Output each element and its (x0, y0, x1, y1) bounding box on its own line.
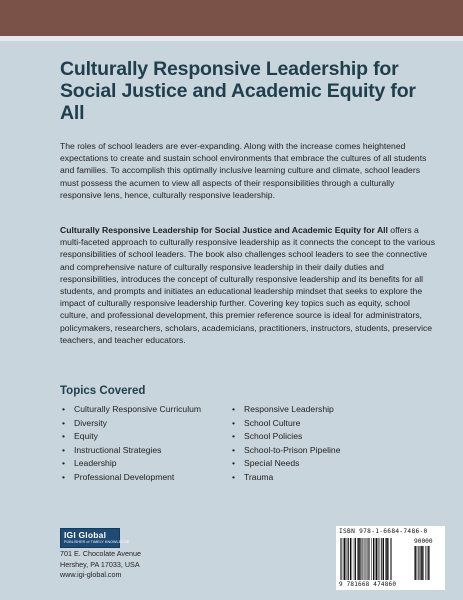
barcode-bar (378, 538, 379, 580)
barcode-bar (429, 546, 430, 580)
barcode-bar (376, 538, 378, 580)
isbn-barcode-box (336, 526, 445, 590)
bullet-icon: • (62, 404, 66, 414)
ean-digits: 9 781668 474860 (339, 581, 397, 588)
topic-item (62, 457, 232, 471)
barcode-bar (360, 538, 361, 580)
topic-label: Leadership (74, 458, 117, 469)
topic-label: Equity (74, 431, 98, 442)
barcode-bar (373, 538, 374, 580)
bullet-icon: • (62, 458, 66, 469)
barcode-bar (348, 538, 349, 580)
barcode-bar (375, 538, 376, 580)
barcode-bar (350, 538, 351, 580)
cover-top-rule (0, 36, 463, 41)
description-paragraph-2 (60, 224, 438, 346)
topic-label: Culturally Responsive Curriculum (74, 404, 202, 414)
barcode-bar (344, 538, 346, 580)
bullet-icon: • (232, 444, 236, 455)
barcode-bar (369, 538, 370, 580)
barcode-bar (364, 538, 365, 580)
barcode-bar (357, 538, 358, 580)
bullet-icon: • (232, 471, 236, 482)
topic-label: Special Needs (244, 458, 300, 469)
barcode-bar (421, 546, 423, 580)
topic-label: School Culture (244, 417, 301, 428)
barcode-bar (388, 538, 389, 580)
barcode-bar (415, 546, 416, 580)
ean-barcode (340, 538, 410, 580)
barcode-bar (366, 538, 367, 580)
barcode-bar (380, 538, 381, 580)
topic-item (232, 444, 432, 458)
topic-item (232, 457, 432, 471)
topics-list-right (232, 403, 432, 485)
barcode-bar (428, 546, 429, 580)
topic-item (62, 403, 232, 417)
bullet-icon: • (62, 444, 66, 455)
barcode-bar (371, 538, 372, 580)
isbn-number: ISBN 978-1-6684-7486-0 (339, 528, 428, 535)
topics-heading: Topics Covered (60, 385, 146, 397)
bullet-icon: • (232, 417, 236, 428)
barcode-bar (365, 538, 366, 580)
bullet-icon: • (232, 458, 236, 469)
barcode-bar (383, 538, 384, 580)
topic-item (62, 417, 232, 431)
publisher-logo-name: IGI Global (64, 530, 107, 540)
barcode-bar (347, 538, 348, 580)
barcode-bar (368, 538, 369, 580)
barcode-bar (340, 538, 341, 580)
topic-label: School Policies (244, 431, 303, 442)
barcode-bar (391, 538, 392, 580)
barcode-bar (417, 546, 418, 580)
topic-item (62, 471, 232, 485)
barcode-bar (425, 546, 426, 580)
topic-label: School-to-Prison Pipeline (244, 444, 341, 455)
topic-item (62, 430, 232, 444)
barcode-bar (390, 538, 391, 580)
barcode-bar (420, 546, 421, 580)
address-street: 701 E. Chocolate Avenue (60, 549, 141, 558)
barcode-bar (354, 538, 355, 580)
barcode-bar (386, 538, 388, 580)
barcode-bar (343, 538, 344, 580)
topic-item (232, 430, 432, 444)
barcode-bar (381, 538, 382, 580)
topic-label: Trauma (244, 471, 274, 482)
barcode-bar (427, 546, 428, 580)
bullet-icon: • (62, 471, 66, 482)
address-city: Hershey, PA 17033, USA (60, 559, 140, 569)
topics-list-left (62, 403, 232, 485)
book-title: Culturally Responsive Leadership for Social Justice and Academic Equity for All (60, 58, 416, 124)
bullet-icon: • (232, 431, 236, 442)
publisher-logo (60, 528, 130, 548)
bullet-icon: • (62, 431, 66, 442)
bullet-icon: • (232, 404, 236, 414)
price-barcode (414, 546, 441, 580)
bullet-icon: • (62, 417, 66, 428)
barcode-bar (358, 538, 360, 580)
barcode-bar (385, 538, 386, 580)
description-book-title: Culturally Responsive Leadership for Social Justice and Academic Equity for All (60, 225, 388, 235)
publisher-website: www.igi-global.com (60, 570, 122, 579)
publisher-logo-tagline: PUBLISHER of TIMELY KNOWLEDGE (64, 540, 130, 544)
publisher-address (60, 549, 141, 581)
barcode-bar (418, 546, 419, 580)
price-code: 90000 (414, 538, 433, 545)
barcode-bar (341, 538, 342, 580)
barcode-bar (355, 538, 356, 580)
topic-item (232, 471, 432, 485)
barcode-bar (423, 546, 424, 580)
barcode-bar (352, 538, 353, 580)
topic-label: Diversity (74, 417, 107, 428)
description-paragraph-2-body: offers a multi-faceted approach to culturally responsive leadership as it connects the concept to the various responsibilities of school leaders. The book also challenges school leaders to see the connective and comprehensive nature of culturally responsive leadership in their daily duties and responsibilities, introduces the concept of culturally responsive leadership and its benefits for all students, and prompts and initiates an educational leadership mindset that seeks to explore the impact of culturally responsive leadership further. Covering key topics such as equity, school culture, and professional development, this premier reference source is ideal for administrators, policymakers, researchers, scholars, academicians, practitioners, instructors, students, preservice teachers, and teacher educators. (60, 225, 435, 345)
topic-label: Responsive Leadership (244, 404, 334, 414)
topic-label: Professional Development (74, 471, 175, 482)
barcode-bar (414, 546, 415, 580)
topic-label: Instructional Strategies (74, 444, 162, 455)
cover-top-band (0, 0, 463, 36)
barcode-bar (362, 538, 363, 580)
description-paragraph-1: The roles of school leaders are ever-expanding. Along with the increase comes heightened expectations to create and sustain school environments that embrace the cultures of all students and families. To accomplish this optimally inclusive learning culture and climate, school leaders must possess the acumen to view all aspects of their responsibilities through a culturally responsive lens, hence, culturally responsive leadership. (60, 141, 427, 200)
topic-item (232, 417, 432, 431)
topic-item (232, 403, 432, 417)
topic-item (62, 444, 232, 458)
